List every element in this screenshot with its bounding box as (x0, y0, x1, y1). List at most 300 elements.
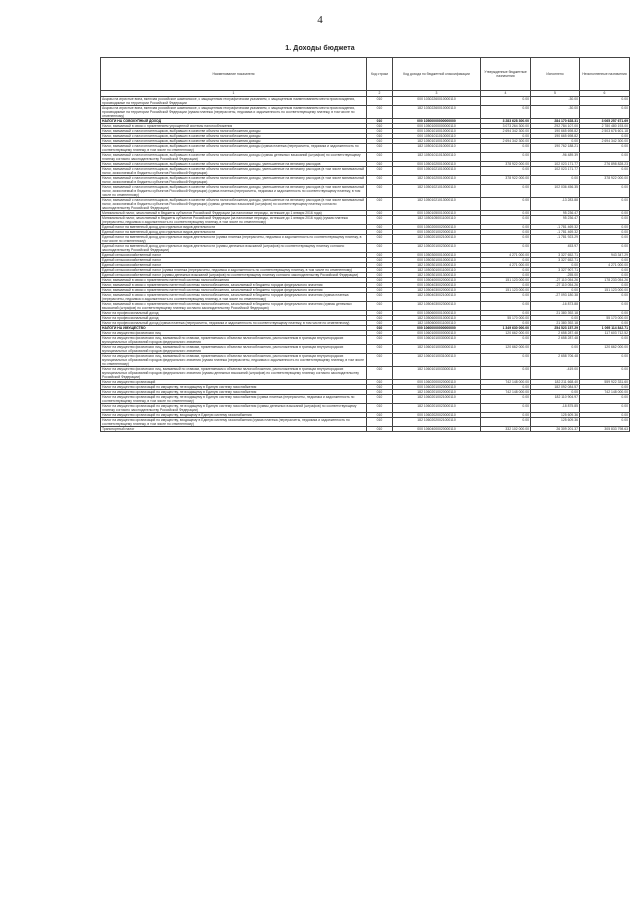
header-remaining: Неисполненные назначения (580, 58, 630, 91)
cell-name: Минимальный налог, зачисляемый в бюджеты субъектов Российской Федерации (за налоговые периоды, истекшие до 1 января 2016 года) (101, 211, 367, 216)
cell-remaining: 742 148 000.00 (580, 390, 630, 395)
cell-line-code: 010 (367, 106, 393, 119)
cell-name: Единый налог на вмененный доход для отдельных видов деятельности (сумма платежа (перерасчеты, недоимка и задолженность по соответствующему платежу, в том числе по отмененному) (101, 235, 367, 244)
cell-line-code: 010 (367, 427, 393, 432)
cell-name: Единый налог на вмененный доход для отдельных видов деятельности (101, 230, 367, 235)
cell-remaining: 4 271 000.00 (580, 263, 630, 268)
cell-line-code: 010 (367, 326, 393, 331)
cell-line-code: 010 (367, 230, 393, 235)
table-row (101, 244, 630, 253)
cell-approved: 0.00 (481, 385, 531, 390)
cell-executed: 0.00 (531, 263, 580, 268)
cell-kbk: 000 10602020020000110 (393, 413, 481, 418)
header-approved: Утвержденные бюджетные назначения (481, 58, 531, 91)
table-row (101, 354, 630, 367)
cell-executed: 102 023 171.77 (531, 162, 580, 167)
cell-kbk: 182 10503010011000110 (393, 268, 481, 273)
cell-line-code: 010 (367, 153, 393, 162)
cell-name: Единый налог на вмененный доход для отдельных видов деятельности (101, 225, 367, 230)
cell-approved: 0.00 (481, 302, 531, 311)
cell-executed: 0.00 (531, 288, 580, 293)
cell-remaining: 0.00 (580, 413, 630, 418)
cell-kbk: 182 10504030020000110 (393, 288, 481, 293)
cell-remaining: 0.00 (580, 211, 630, 216)
cell-approved: 0.00 (481, 167, 531, 176)
cell-kbk: 182 10501020010000110 (393, 176, 481, 185)
cell-line-code: 010 (367, 385, 393, 390)
cell-executed: -255.00 (531, 273, 580, 278)
cell-remaining: 2 694 342 300.00 (580, 139, 630, 144)
cell-kbk: 000 10604000020000110 (393, 427, 481, 432)
cell-name: Налог на имущество организаций по имуществу, не входящему в Единую систему газоснабжения (сумма платежа (перерасчеты, недоимка и задолженность по соответствующему платежу, в том числе по отмененному) (101, 395, 367, 404)
cell-kbk: 000 10504000020000110 (393, 278, 481, 283)
cell-name: Транспортный налог (101, 427, 367, 432)
cell-line-code: 010 (367, 258, 393, 263)
cell-remaining: 0.00 (580, 385, 630, 390)
table-row (101, 367, 630, 380)
table-row (101, 176, 630, 185)
column-index: 3 (393, 91, 481, 97)
table-row (101, 144, 630, 153)
cell-executed: 125 609.36 (531, 413, 580, 418)
cell-remaining: 2 780 480 193.00 (580, 124, 630, 129)
cell-executed: 102 023 171.77 (531, 167, 580, 176)
cell-name: Налог на имущество физических лиц, взимаемый по ставкам, применяемым к объектам налогообложения, расположенным в границах внутригородских муниципальных образований городов федерального значения (101, 345, 367, 354)
cell-approved: 0.00 (481, 283, 531, 288)
cell-name: Налог на имущество физических лиц (101, 331, 367, 336)
cell-executed: 0.00 (531, 139, 580, 144)
cell-kbk: 000 10500000000000000 (393, 119, 481, 124)
cell-line-code: 010 (367, 278, 393, 283)
table-row (101, 336, 630, 345)
cell-name: Единый сельскохозяйственный налог (101, 258, 367, 263)
cell-executed: 95 236.47 (531, 216, 580, 225)
cell-line-code: 010 (367, 311, 393, 316)
cell-kbk: 182 10504030023000110 (393, 302, 481, 311)
cell-remaining: 0.00 (580, 216, 630, 225)
cell-executed: 21 380 392.18 (531, 321, 580, 326)
cell-remaining: 0.00 (580, 97, 630, 106)
cell-kbk: 182 10506000010000110 (393, 316, 481, 321)
cell-remaining: 0.00 (580, 395, 630, 404)
cell-approved: 0.00 (481, 97, 531, 106)
cell-executed: -27 110 054.26 (531, 283, 580, 288)
cell-name: Налог, взимаемый с налогоплательщиков, выбравших в качестве объекта налогообложения доходы (101, 129, 367, 134)
cell-approved: 0.00 (481, 413, 531, 418)
cell-executed: 182 110 904.97 (531, 395, 580, 404)
table-header-row (101, 58, 630, 91)
cell-approved: 742 148 000.00 (481, 390, 531, 395)
cell-remaining: 378 922 000.00 (580, 176, 630, 185)
cell-approved: 378 922 000.00 (481, 176, 531, 185)
cell-remaining: 0.00 (580, 144, 630, 153)
cell-approved: 55 170 000.00 (481, 316, 531, 321)
cell-remaining: 120 662 000.00 (580, 345, 630, 354)
cell-name: Налог, взимаемый в связи с применением патентной системы налогообложения, зачисляемый в бюджеты городов федерального значения (101, 283, 367, 288)
cell-line-code: 010 (367, 235, 393, 244)
cell-line-code: 010 (367, 293, 393, 302)
cell-name: Налог на имущество физических лиц, взимаемый по ставкам, применяемым к объектам налогообложения, расположенным в границах внутригородских муниципальных образований городов федерального значения (сумма платежа (перерасчеты, недоимка и задолженность по соответствующему платежу, в том числе по отмененному) (101, 354, 367, 367)
cell-name: Единый сельскохозяйственный налог (101, 263, 367, 268)
cell-executed: 102 036 456.35 (531, 185, 580, 198)
cell-executed: 190 665 698.82 (531, 134, 580, 139)
cell-line-code: 010 (367, 162, 393, 167)
cell-executed: -27 110 054.26 (531, 278, 580, 283)
column-index: 6 (580, 91, 630, 97)
cell-kbk: 182 10601010030000110 (393, 345, 481, 354)
cell-name: НАЛОГИ НА ИМУЩЕСТВО (101, 326, 367, 331)
cell-name: Налог на имущество организаций по имуществу, не входящему в Единую систему газоснабжения (суммы денежных взысканий (штрафов) по соответствующему платежу согласно законодательству Российской Федерации) (101, 404, 367, 413)
table-row (101, 216, 630, 225)
cell-executed: 182 092 084.57 (531, 385, 580, 390)
cell-name: Единый сельскохозяйственный налог (101, 253, 367, 258)
cell-approved: 742 148 000.00 (481, 380, 531, 385)
cell-approved: 1 349 630 000.00 (481, 326, 531, 331)
cell-executed: -1 781 469.32 (531, 225, 580, 230)
cell-kbk: 000 10302260010000110 (393, 97, 481, 106)
cell-approved: 0.00 (481, 244, 531, 253)
cell-line-code: 010 (367, 268, 393, 273)
cell-remaining: 305 833 798.63 (580, 427, 630, 432)
cell-line-code: 010 (367, 119, 393, 124)
cell-line-code: 010 (367, 345, 393, 354)
cell-executed: 3 327 652.71 (531, 258, 580, 263)
cell-executed: 182 211 668.40 (531, 380, 580, 385)
header-line-code: Код строки (367, 58, 393, 91)
cell-kbk: 182 10501011010000110 (393, 144, 481, 153)
cell-line-code: 010 (367, 144, 393, 153)
table-row (101, 293, 630, 302)
cell-name: НАЛОГИ НА СОВОКУПНЫЙ ДОХОД (101, 119, 367, 124)
cell-line-code: 010 (367, 244, 393, 253)
cell-approved: 3 283 628 300.00 (481, 119, 531, 124)
cell-kbk: 182 10602010020000110 (393, 390, 481, 395)
cell-approved: 0.00 (481, 321, 531, 326)
cell-approved: 0.00 (481, 230, 531, 235)
cell-kbk: 000 10503000010000110 (393, 253, 481, 258)
cell-remaining: 178 233 054.26 (580, 278, 630, 283)
cell-name: Налог, взимаемый с налогоплательщиков, выбравших в качестве объекта налогообложения доходы, уменьшенные на величину расходов (в том числе минимальный налог, зачисляемый в бюджеты субъектов Российской Федерации) (суммы денежных взысканий (штрафов) по соответствующему платежу согласно законодательству Российской Федерации) (101, 198, 367, 211)
cell-line-code: 010 (367, 367, 393, 380)
cell-approved: 2 694 342 300.00 (481, 129, 531, 134)
cell-kbk: 000 10501020010000110 (393, 162, 481, 167)
cell-executed: 26 309 201.37 (531, 427, 580, 432)
cell-approved: 0.00 (481, 144, 531, 153)
cell-kbk: 000 10503010010000110 (393, 258, 481, 263)
cell-kbk: 000 10504030020000110 (393, 283, 481, 288)
header-kbk: Код дохода по бюджетной классификации (393, 58, 481, 91)
cell-executed: -13 283.88 (531, 198, 580, 211)
cell-remaining: 0.00 (580, 354, 630, 367)
cell-approved: 0.00 (481, 258, 531, 263)
cell-name: Акцизы на игристые вина, включая российское шампанское, с защищенным географическим указанием, с защищенным наименованием места происхождения, производимые на территории Российской Федерации (сумма платежа (перерасчеты, недоимка и задолженность по соответствующему платежу, в том числе по отмененному) (101, 106, 367, 119)
cell-kbk: 182 10501050011000110 (393, 216, 481, 225)
cell-kbk: 182 10501010010000110 (393, 139, 481, 144)
cell-name: Налог, взимаемый с налогоплательщиков, выбравших в качестве объекта налогообложения доходы (101, 139, 367, 144)
cell-remaining: 0.00 (580, 185, 630, 198)
cell-remaining: 0.00 (580, 273, 630, 278)
cell-name: Единый сельскохозяйственный налог (сумма платежа (перерасчеты, недоимка и задолженность по соответствующему платежу, в том числе по отмененному) (101, 268, 367, 273)
cell-line-code: 010 (367, 336, 393, 345)
cell-executed: -1 781 469.32 (531, 230, 580, 235)
cell-approved: 0.00 (481, 185, 531, 198)
header-executed: Исполнено (531, 58, 580, 91)
cell-line-code: 010 (367, 354, 393, 367)
table-row (101, 418, 630, 427)
cell-line-code: 010 (367, 134, 393, 139)
cell-name: Налог, взимаемый в связи с применением упрощенной системы налогообложения (101, 124, 367, 129)
cell-approved: 0.00 (481, 367, 531, 380)
cell-name: Налог на профессиональный доход (101, 311, 367, 316)
cell-approved: 2 694 342 300.00 (481, 139, 531, 144)
cell-remaining: 0.00 (580, 235, 630, 244)
cell-line-code: 010 (367, 390, 393, 395)
cell-line-code: 010 (367, 211, 393, 216)
cell-line-code: 010 (367, 176, 393, 185)
cell-executed: 190 665 698.82 (531, 129, 580, 134)
cell-approved: 0.00 (481, 268, 531, 273)
cell-approved: 4 271 000.00 (481, 263, 531, 268)
cell-line-code: 010 (367, 216, 393, 225)
cell-executed: -96 489.39 (531, 153, 580, 162)
cell-name: Налог, взимаемый с налогоплательщиков, выбравших в качестве объекта налогообложения доходы (суммы денежных взысканий (штрафов) по соответствующему платежу согласно законодательству Российской Федерации) (101, 153, 367, 162)
cell-line-code: 010 (367, 129, 393, 134)
cell-line-code: 010 (367, 124, 393, 129)
cell-approved: 0.00 (481, 216, 531, 225)
cell-remaining: 0.00 (580, 167, 630, 176)
column-index: 2 (367, 91, 393, 97)
table-body (101, 97, 630, 432)
cell-executed: 2 658 287.48 (531, 336, 580, 345)
cell-remaining: 0.00 (580, 293, 630, 302)
cell-executed: 292 784 107.00 (531, 124, 580, 129)
cell-executed: 284 170 628.31 (531, 119, 580, 124)
table-row (101, 198, 630, 211)
cell-kbk: 182 10501021010000110 (393, 185, 481, 198)
cell-line-code: 010 (367, 185, 393, 198)
cell-kbk: 000 10501000000000110 (393, 124, 481, 129)
cell-remaining: 117 603 712.52 (580, 331, 630, 336)
cell-kbk: 000 10502000020000110 (393, 225, 481, 230)
cell-line-code: 010 (367, 302, 393, 311)
header-name: Наименование показателя (101, 58, 367, 91)
cell-name: Налог на профессиональный доход (сумма платежа (перерасчеты, недоимка и задолженность по соответствующему платежу, в том числе по отмененному) (101, 321, 367, 326)
cell-approved: 0.00 (481, 198, 531, 211)
cell-kbk: 000 10501010010000110 (393, 129, 481, 134)
cell-name: Налог, взимаемый с налогоплательщиков, выбравших в качестве объекта налогообложения доходы, уменьшенные на величину расходов (в том числе минимальный налог, зачисляемый в бюджеты субъектов Российской Федерации) (101, 176, 367, 185)
cell-name: Налог на имущество организаций по имуществу, не входящему в Единую систему газоснабжения (101, 390, 367, 395)
cell-remaining: 0.00 (580, 134, 630, 139)
cell-line-code: 010 (367, 413, 393, 418)
cell-approved: 120 662 000.00 (481, 345, 531, 354)
cell-approved: 3 073 264 300.00 (481, 124, 531, 129)
cell-approved: 0.00 (481, 106, 531, 119)
cell-kbk: 182 10503010013000110 (393, 273, 481, 278)
cell-executed: 0.00 (531, 176, 580, 185)
cell-kbk: 182 10602010023000110 (393, 404, 481, 413)
cell-line-code: 010 (367, 331, 393, 336)
cell-approved: 0.00 (481, 395, 531, 404)
cell-kbk: 000 10501021010000110 (393, 167, 481, 176)
cell-name: Единый налог на вмененный доход для отдельных видов деятельности (суммы денежных взысканий (штрафов) по соответствующему платежу согласно законодательству Российской Федерации) (101, 244, 367, 253)
cell-remaining: 0.00 (580, 225, 630, 230)
cell-line-code: 010 (367, 198, 393, 211)
cell-name: Налог, взимаемый с налогоплательщиков, выбравших в качестве объекта налогообложения доходы (101, 134, 367, 139)
cell-executed: -1 781 923.29 (531, 235, 580, 244)
cell-line-code: 010 (367, 273, 393, 278)
cell-remaining: 151 123 000.00 (580, 288, 630, 293)
cell-remaining: 1 095 114 842.71 (580, 326, 630, 331)
section-title: 1. Доходы бюджета (285, 45, 355, 52)
cell-approved: 0.00 (481, 404, 531, 413)
cell-name: Налог на имущество физических лиц, взимаемый по ставкам, применяемым к объектам налогообложения, расположенным в границах внутригородских муниципальных образований городов федерального значения (суммы денежных взысканий (штрафов) по соответствующему платежу согласно законодательству Российской Федерации) (101, 367, 367, 380)
cell-remaining: 0.00 (580, 321, 630, 326)
table-row (101, 302, 630, 311)
cell-kbk: 182 10506000011000110 (393, 321, 481, 326)
table-row (101, 167, 630, 176)
table-row (101, 106, 630, 119)
cell-remaining: 0.00 (580, 106, 630, 119)
cell-name: Минимальный налог, зачисляемый в бюджеты субъектов Российской Федерации (за налоговые периоды, истекшие до 1 января 2016 года) (сумма платежа (перерасчеты, недоимка и задолженность по соответствующему платежу, в том числе по отмененному) (101, 216, 367, 225)
cell-line-code: 010 (367, 167, 393, 176)
cell-kbk: 182 10504030021000110 (393, 293, 481, 302)
cell-remaining: 0.00 (580, 418, 630, 427)
cell-remaining: 0.00 (580, 302, 630, 311)
cell-line-code: 010 (367, 225, 393, 230)
cell-executed: -419.00 (531, 367, 580, 380)
cell-executed: 0.00 (531, 316, 580, 321)
cell-executed: -30.00 (531, 97, 580, 106)
cell-name: Налог на имущество организаций (101, 380, 367, 385)
cell-executed: 95 236.47 (531, 211, 580, 216)
cell-remaining: 559 922 331.60 (580, 380, 630, 385)
cell-approved: 0.00 (481, 293, 531, 302)
cell-approved: 0.00 (481, 211, 531, 216)
cell-kbk: 000 10602010020000110 (393, 385, 481, 390)
cell-executed: -16 873.88 (531, 302, 580, 311)
cell-approved: 0.00 (481, 134, 531, 139)
cell-remaining: 0.00 (580, 268, 630, 273)
cell-approved: 0.00 (481, 336, 531, 345)
cell-kbk: 182 10602010021000110 (393, 395, 481, 404)
cell-executed: 453.97 (531, 244, 580, 253)
cell-executed: 2 658 287.48 (531, 331, 580, 336)
cell-line-code: 010 (367, 253, 393, 258)
cell-line-code: 010 (367, 288, 393, 293)
cell-remaining: 0.00 (580, 258, 630, 263)
cell-name: Налог, взимаемый с налогоплательщиков, выбравших в качестве объекта налогообложения доходы, уменьшенные на величину расходов (в том числе минимальный налог, зачисляемый в бюджеты субъектов Российской Федерации) (сумма платежа (перерасчеты, недоимка и задолженность по соответствующему платежу, в том числе по отмененному) (101, 185, 367, 198)
cell-kbk: 000 10601000000000110 (393, 331, 481, 336)
cell-name: Налог на имущество организаций по имуществу, входящему в Единую систему газоснабжения (101, 413, 367, 418)
table-row (101, 345, 630, 354)
cell-remaining: 0.00 (580, 244, 630, 253)
cell-executed: -18 875.85 (531, 404, 580, 413)
cell-kbk: 182 10601010031000110 (393, 354, 481, 367)
cell-kbk: 182 10302260010000110 (393, 106, 481, 119)
cell-name: Налог, взимаемый в связи с применением патентной системы налогообложения, зачисляемый в бюджеты городов федерального значения (сумма платежа (перерасчеты, недоимка и задолженность по соответствующему платежу, в том числе по отмененному) (101, 293, 367, 302)
cell-executed: -30.00 (531, 106, 580, 119)
cell-line-code: 010 (367, 380, 393, 385)
table-row (101, 395, 630, 404)
column-index: 1 (101, 91, 367, 97)
cell-name: Налог, взимаемый в связи с применением патентной системы налогообложения (101, 278, 367, 283)
cell-kbk: 000 10502010020000110 (393, 230, 481, 235)
cell-approved: 151 123 000.00 (481, 278, 531, 283)
cell-remaining: 2 503 676 601.18 (580, 129, 630, 134)
cell-line-code: 010 (367, 316, 393, 321)
cell-line-code: 010 (367, 321, 393, 326)
cell-approved: 0.00 (481, 311, 531, 316)
cell-remaining: 0.00 (580, 230, 630, 235)
cell-approved: 378 922 000.00 (481, 162, 531, 167)
cell-name: Налог на имущество организаций по имуществу, входящему в Единую систему газоснабжения (сумма платежа (перерасчеты, недоимка и задолженность по соответствующему платежу, в том числе по отмененному) (101, 418, 367, 427)
cell-approved: 151 123 000.00 (481, 288, 531, 293)
cell-remaining: 276 898 828.23 (580, 162, 630, 167)
table-row (101, 235, 630, 244)
cell-remaining: 0.00 (580, 311, 630, 316)
cell-remaining: 0.00 (580, 404, 630, 413)
cell-kbk: 000 10506000010000110 (393, 311, 481, 316)
cell-remaining: 0.00 (580, 283, 630, 288)
column-index: 5 (531, 91, 580, 97)
cell-remaining: 943 347.29 (580, 253, 630, 258)
cell-kbk: 182 10501021013000110 (393, 198, 481, 211)
cell-kbk: 000 10602000020000110 (393, 380, 481, 385)
cell-kbk: 000 10600000000000000 (393, 326, 481, 331)
cell-executed: -27 093 180.38 (531, 293, 580, 302)
cell-line-code: 010 (367, 139, 393, 144)
cell-line-code: 010 (367, 283, 393, 288)
cell-name: Налог на имущество организаций по имуществу, не входящему в Единую систему газоснабжения (101, 385, 367, 390)
cell-remaining: 0.00 (580, 153, 630, 162)
table-row (101, 97, 630, 106)
cell-kbk: 182 10502010021000110 (393, 235, 481, 244)
cell-line-code: 010 (367, 404, 393, 413)
cell-name: Налог, взимаемый с налогоплательщиков, выбравших в качестве объекта налогообложения доходы (сумма платежа (перерасчеты, недоимка и задолженность по соответствующему платежу, в том числе по отмененному) (101, 144, 367, 153)
column-index: 4 (481, 91, 531, 97)
cell-approved: 0.00 (481, 153, 531, 162)
cell-name: Налог на имущество физических лиц, взимаемый по ставкам, применяемым к объектам налогообложения, расположенным в границах внутригородских муниципальных образований городов федерального значения (101, 336, 367, 345)
cell-name: Единый сельскохозяйственный налог (суммы денежных взысканий (штрафов) по соответствующему платежу согласно законодательству Российской Федерации) (101, 273, 367, 278)
cell-kbk: 182 10601010033000110 (393, 367, 481, 380)
cell-kbk: 000 10501011010000110 (393, 134, 481, 139)
table-row (101, 153, 630, 162)
cell-kbk: 182 10501011013000110 (393, 153, 481, 162)
revenue-table (100, 57, 630, 432)
cell-line-code: 010 (367, 418, 393, 427)
cell-approved: 0.00 (481, 354, 531, 367)
cell-approved: 0.00 (481, 273, 531, 278)
cell-executed: 3 327 652.71 (531, 253, 580, 258)
cell-executed: 2 658 706.48 (531, 354, 580, 367)
cell-remaining: 55 170 000.00 (580, 316, 630, 321)
table-row (101, 404, 630, 413)
cell-executed: 125 609.36 (531, 418, 580, 427)
cell-executed: 0.00 (531, 390, 580, 395)
page-number: 4 (317, 14, 323, 26)
cell-remaining: 0.00 (580, 336, 630, 345)
cell-executed: 254 523 157.29 (531, 326, 580, 331)
cell-kbk: 000 10501050010000110 (393, 211, 481, 216)
cell-kbk: 182 10503010010000110 (393, 263, 481, 268)
cell-kbk: 000 10601010030000110 (393, 336, 481, 345)
cell-approved: 0.00 (481, 235, 531, 244)
table-row (101, 427, 630, 432)
cell-name: Акцизы на игристые вина, включая российское шампанское, с защищенным географическим указанием, с защищенным наименованием места происхождения, производимые на территории Российской Федерации (101, 97, 367, 106)
cell-kbk: 182 10602020021000110 (393, 418, 481, 427)
cell-remaining: 0.00 (580, 367, 630, 380)
cell-executed: 0.00 (531, 345, 580, 354)
